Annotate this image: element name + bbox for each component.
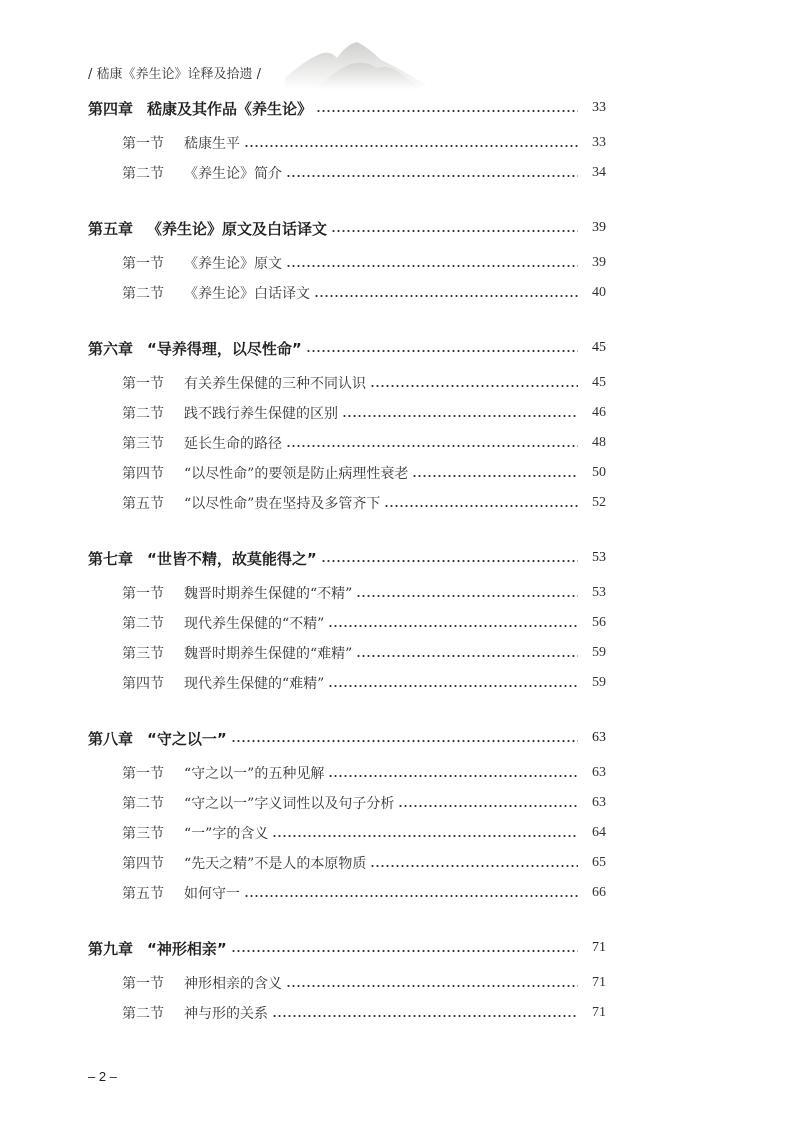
section-entry-page: 40 bbox=[592, 285, 606, 300]
dot-leader bbox=[328, 684, 578, 688]
section-entry[interactable] bbox=[88, 158, 606, 188]
section-entry-title: 神形相亲的含义 bbox=[184, 976, 282, 992]
dot-leader bbox=[314, 294, 578, 298]
dot-leader bbox=[398, 804, 578, 808]
dot-leader bbox=[356, 594, 578, 598]
chapter-entry[interactable] bbox=[88, 88, 606, 128]
section-entry-label: 第二节 bbox=[122, 286, 164, 302]
running-head: / 嵇康《养生论》诠释及拾遗 / bbox=[88, 67, 262, 82]
chapter-group bbox=[88, 208, 606, 308]
dot-leader bbox=[286, 984, 578, 988]
dot-leader bbox=[244, 144, 578, 148]
section-entry[interactable] bbox=[88, 758, 606, 788]
section-entry-page: 59 bbox=[592, 645, 606, 660]
dot-leader bbox=[328, 774, 578, 778]
section-entry-label: 第一节 bbox=[122, 256, 164, 272]
section-entry-title: 魏晋时期养生保健的“不精” bbox=[184, 586, 353, 602]
section-entry-page: 65 bbox=[592, 855, 606, 870]
page-number: – 2 – bbox=[88, 1069, 117, 1084]
section-entry[interactable] bbox=[88, 278, 606, 308]
section-entry-page: 46 bbox=[592, 405, 606, 420]
chapter-entry[interactable] bbox=[88, 538, 606, 578]
section-entry-page: 52 bbox=[592, 495, 606, 510]
chapter-entry-label: 第五章 bbox=[88, 219, 134, 238]
section-entry-label: 第二节 bbox=[122, 406, 164, 422]
dot-leader bbox=[244, 894, 578, 898]
chapter-entry[interactable] bbox=[88, 928, 606, 968]
section-entry-title: “一”字的含义 bbox=[184, 826, 269, 842]
section-entry-title: “先天之精”不是人的本原物质 bbox=[184, 856, 367, 872]
section-entry[interactable] bbox=[88, 818, 606, 848]
section-entry[interactable] bbox=[88, 248, 606, 278]
section-entry-page: 39 bbox=[592, 255, 606, 270]
section-entry-page: 63 bbox=[592, 765, 606, 780]
section-entry[interactable] bbox=[88, 608, 606, 638]
chapter-entry-title: “世皆不精，故莫能得之” bbox=[147, 549, 317, 568]
section-entry-label: 第五节 bbox=[122, 886, 164, 902]
section-entry[interactable] bbox=[88, 848, 606, 878]
chapter-entry-page: 53 bbox=[592, 550, 606, 565]
section-entry[interactable] bbox=[88, 878, 606, 908]
section-entry[interactable] bbox=[88, 398, 606, 428]
section-entry-label: 第四节 bbox=[122, 856, 164, 872]
dot-leader bbox=[328, 624, 578, 628]
section-entry[interactable] bbox=[88, 668, 606, 698]
section-entry-label: 第五节 bbox=[122, 496, 164, 512]
section-entry-page: 45 bbox=[592, 375, 606, 390]
section-entry-label: 第四节 bbox=[122, 676, 164, 692]
chapter-group bbox=[88, 928, 606, 1028]
section-entry-label: 第四节 bbox=[122, 466, 164, 482]
chapter-entry[interactable] bbox=[88, 328, 606, 368]
chapter-entry[interactable] bbox=[88, 718, 606, 758]
section-entry-page: 50 bbox=[592, 465, 606, 480]
chapter-entry[interactable] bbox=[88, 208, 606, 248]
section-entry[interactable] bbox=[88, 578, 606, 608]
section-entry[interactable] bbox=[88, 368, 606, 398]
chapter-entry-page: 33 bbox=[592, 100, 606, 115]
section-entry-page: 33 bbox=[592, 135, 606, 150]
chapter-entry-title: 《养生论》原文及白话译文 bbox=[147, 219, 328, 238]
section-entry-label: 第三节 bbox=[122, 646, 164, 662]
section-entry-page: 59 bbox=[592, 675, 606, 690]
dot-leader bbox=[331, 229, 578, 233]
section-entry-page: 71 bbox=[592, 975, 606, 990]
mountain-decoration bbox=[285, 38, 425, 90]
chapter-entry-title: “守之以一” bbox=[147, 729, 227, 748]
section-entry[interactable] bbox=[88, 788, 606, 818]
dot-leader bbox=[286, 174, 578, 178]
section-entry-page: 64 bbox=[592, 825, 606, 840]
dot-leader bbox=[306, 349, 578, 353]
section-entry-title: 有关养生保健的三种不同认识 bbox=[184, 376, 366, 392]
section-entry-title: 如何守一 bbox=[184, 886, 240, 902]
section-entry-title: “以尽性命”的要领是防止病理性衰老 bbox=[184, 466, 409, 482]
section-entry-title: 嵇康生平 bbox=[184, 136, 240, 152]
dot-leader bbox=[342, 414, 578, 418]
section-entry-page: 56 bbox=[592, 615, 606, 630]
chapter-entry-label: 第四章 bbox=[88, 99, 134, 118]
section-entry-page: 63 bbox=[592, 795, 606, 810]
chapter-group bbox=[88, 328, 606, 518]
section-entry-page: 34 bbox=[592, 165, 606, 180]
chapter-entry-page: 39 bbox=[592, 220, 606, 235]
section-entry-page: 48 bbox=[592, 435, 606, 450]
section-entry-label: 第三节 bbox=[122, 436, 164, 452]
chapter-group bbox=[88, 538, 606, 698]
table-of-contents bbox=[88, 88, 606, 1048]
chapter-entry-label: 第六章 bbox=[88, 339, 134, 358]
section-entry-title: 《养生论》原文 bbox=[184, 256, 282, 272]
dot-leader bbox=[272, 1014, 578, 1018]
section-entry[interactable] bbox=[88, 428, 606, 458]
section-entry-label: 第二节 bbox=[122, 166, 164, 182]
dot-leader bbox=[321, 559, 578, 563]
chapter-entry-title: “导养得理，以尽性命” bbox=[147, 339, 302, 358]
section-entry-label: 第二节 bbox=[122, 796, 164, 812]
dot-leader bbox=[286, 444, 578, 448]
section-entry-label: 第二节 bbox=[122, 1006, 164, 1022]
section-entry-title: “守之以一”的五种见解 bbox=[184, 766, 325, 782]
section-entry-title: 魏晋时期养生保健的“难精” bbox=[184, 646, 353, 662]
section-entry-page: 66 bbox=[592, 885, 606, 900]
section-entry-label: 第一节 bbox=[122, 976, 164, 992]
chapter-group bbox=[88, 88, 606, 188]
section-entry-title: 《养生论》白话译文 bbox=[184, 286, 310, 302]
dot-leader bbox=[231, 949, 578, 953]
dot-leader bbox=[231, 739, 578, 743]
section-entry-title: 《养生论》简介 bbox=[184, 166, 282, 182]
section-entry-title: 现代养生保健的“不精” bbox=[184, 616, 325, 632]
section-entry-label: 第一节 bbox=[122, 586, 164, 602]
dot-leader bbox=[384, 504, 578, 508]
section-entry[interactable] bbox=[88, 968, 606, 998]
section-entry-label: 第一节 bbox=[122, 136, 164, 152]
section-entry[interactable] bbox=[88, 638, 606, 668]
chapter-entry-page: 71 bbox=[592, 940, 606, 955]
dot-leader bbox=[316, 109, 578, 113]
section-entry-title: “守之以一”字义词性以及句子分析 bbox=[184, 796, 395, 812]
dot-leader bbox=[286, 264, 578, 268]
section-entry[interactable] bbox=[88, 458, 606, 488]
section-entry-page: 71 bbox=[592, 1005, 606, 1020]
dot-leader bbox=[370, 864, 578, 868]
section-entry-label: 第三节 bbox=[122, 826, 164, 842]
dot-leader bbox=[272, 834, 578, 838]
chapter-entry-page: 45 bbox=[592, 340, 606, 355]
section-entry-label: 第一节 bbox=[122, 376, 164, 392]
dot-leader bbox=[370, 384, 578, 388]
section-entry-label: 第一节 bbox=[122, 766, 164, 782]
section-entry-title: 延长生命的路径 bbox=[184, 436, 282, 452]
section-entry-title: “以尽性命”贵在坚持及多管齐下 bbox=[184, 496, 381, 512]
dot-leader bbox=[412, 474, 578, 478]
section-entry[interactable] bbox=[88, 128, 606, 158]
section-entry-title: 现代养生保健的“难精” bbox=[184, 676, 325, 692]
section-entry[interactable] bbox=[88, 488, 606, 518]
section-entry-page: 53 bbox=[592, 585, 606, 600]
chapter-group bbox=[88, 718, 606, 908]
section-entry-title: 践不践行养生保健的区别 bbox=[184, 406, 338, 422]
chapter-entry-title: “神形相亲” bbox=[147, 939, 227, 958]
chapter-entry-title: 嵇康及其作品《养生论》 bbox=[147, 99, 313, 118]
chapter-entry-label: 第九章 bbox=[88, 939, 134, 958]
section-entry[interactable] bbox=[88, 998, 606, 1028]
chapter-entry-label: 第八章 bbox=[88, 729, 134, 748]
dot-leader bbox=[356, 654, 578, 658]
section-entry-title: 神与形的关系 bbox=[184, 1006, 268, 1022]
chapter-entry-page: 63 bbox=[592, 730, 606, 745]
section-entry-label: 第二节 bbox=[122, 616, 164, 632]
chapter-entry-label: 第七章 bbox=[88, 549, 134, 568]
